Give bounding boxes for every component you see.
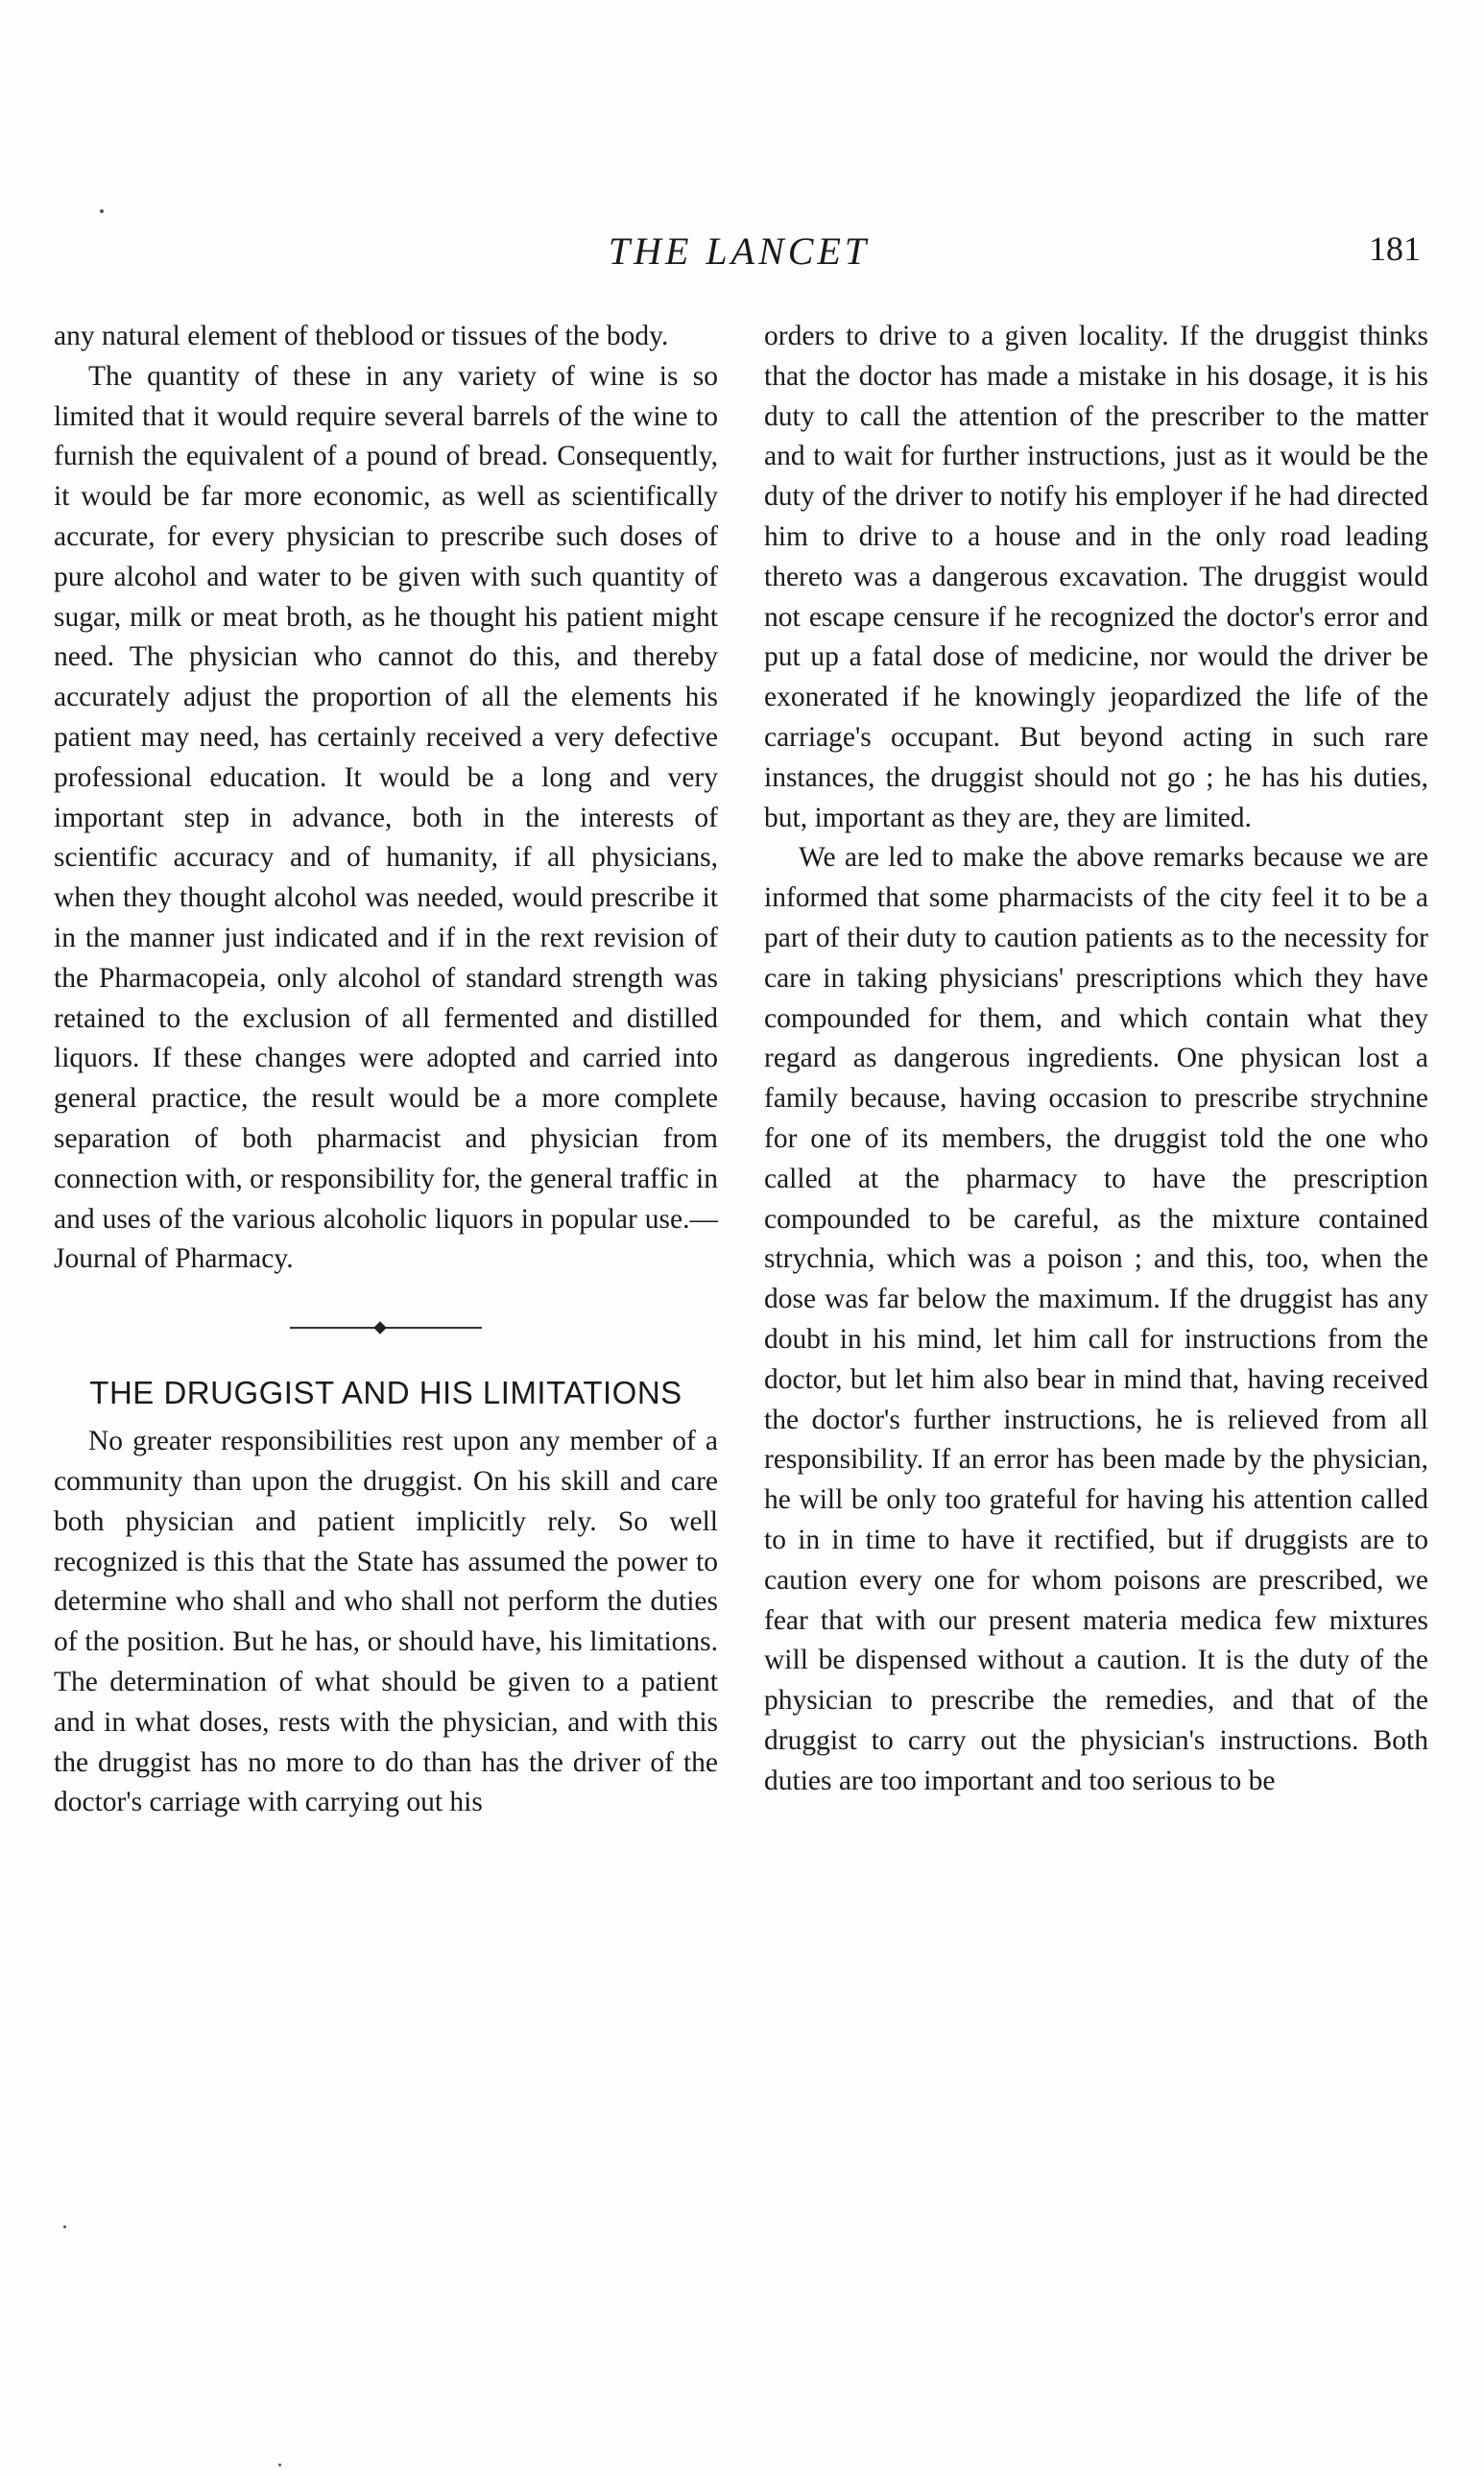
page-speck bbox=[278, 2464, 281, 2466]
left-column bbox=[54, 317, 718, 1823]
paragraph: The quantity of these in any variety of wine is so limited that it would require several barrels of the wine to furnish the equivalent of a pound of bread. Consequently, it would be far more economic, as well as scientifically accurate, for every physician to prescribe such doses of pure alcohol and water to be given with such quantity of sugar, milk or meat broth, as he thought his patient might need. The physician who cannot do this, and thereby accurately adjust the proportion of all the elements his patient may need, has certainly received a very defective professional education. It would be a long and very important step in advance, both in the interests of scientific accuracy and of humanity, if all physicians, when they thought alcohol was needed, would prescribe it in the manner just indicated and if in the rext revision of the Pharmacopeia, only alcohol of standard strength was retained to the exclusion of all fermented and distilled liquors. If these changes were adopted and carried into general practice, the result would be a more complete separation of both pharmacist and physician from connection with, or responsibility for, the general traffic in and uses of the various alcoholic liquors in popular use.—Journal of Pharmacy. bbox=[54, 360, 718, 1275]
article-heading: THE DRUGGIST AND HIS LIMITATIONS bbox=[89, 1375, 682, 1411]
paragraph: orders to drive to a given locality. If the druggist thinks that the doctor has made a mistake in his dosage, it is his duty to call the attention of the prescriber to the matter and to wait for further instructions, just as it would be the duty of the driver to notify his employer if he had directed him to drive to a house and in the only road leading thereto was a dangerous excavation. The druggist would not escape censure if he recognized the doctor's error and put up a fatal dose of medicine, nor would the driver be exonerated if he knowingly jeopardized the life of the carriage's occupant. But beyond acting in such rare instances, the druggist should not go ; he has his duties, but, important as they are, they are limited. bbox=[764, 321, 1428, 833]
section-divider bbox=[54, 1289, 718, 1366]
running-title: THE LANCET bbox=[608, 229, 871, 273]
paragraph: any natural element of theblood or tissues of the body. bbox=[54, 321, 669, 351]
right-column bbox=[764, 317, 1428, 1801]
paragraph: No greater responsibilities rest upon any member of a community than upon the druggist. On his skill and care both physician and patient implicitly rely. So well recognized is this that the State has assumed the power to determine who shall and who shall not perform the duties of the position. But he has, or should have, his limitations. The determination of what should be given to a patient and in what doses, rests with the physician, and with this the druggist has no more to do than has the driver of the doctor's carriage with carrying out his bbox=[54, 1426, 718, 1818]
page-speck bbox=[100, 209, 104, 213]
paragraph: We are led to make the above remarks because we are informed that some pharmacists of the city feel it to be a part of their duty to caution patients as to the necessity for care in taking physicians' prescriptions which they have compounded for them, and which contain what they regard as dangerous ingredients. One physican lost a family because, having occasion to prescribe strychnine for one of its members, the druggist told the one who called at the pharmacy to have the prescription compounded to be careful, as the mixture contained strychnia, which was a poison ; and this, too, when the dose was far below the maximum. If the druggist has any doubt in his mind, let him call for instructions from the doctor, but let him also bear in mind that, having received the doctor's further instructions, he is relieved from all responsibility. If an error has been made by the physician, he will be only too grateful for having his attention called to in in time to have it rectified, but if druggists are to caution every one for whom poisons are prescribed, we fear that with our present materia medica few mixtures will be dispensed without a caution. It is the duty of the physician to prescribe the remedies, and that of the druggist to carry out the physician's instructions. Both duties are too important and too serious to be bbox=[764, 842, 1428, 1796]
page-number: 181 bbox=[1369, 229, 1421, 268]
page-header bbox=[58, 228, 1421, 286]
divider-ornament bbox=[290, 1327, 482, 1329]
page-speck bbox=[63, 2225, 66, 2228]
